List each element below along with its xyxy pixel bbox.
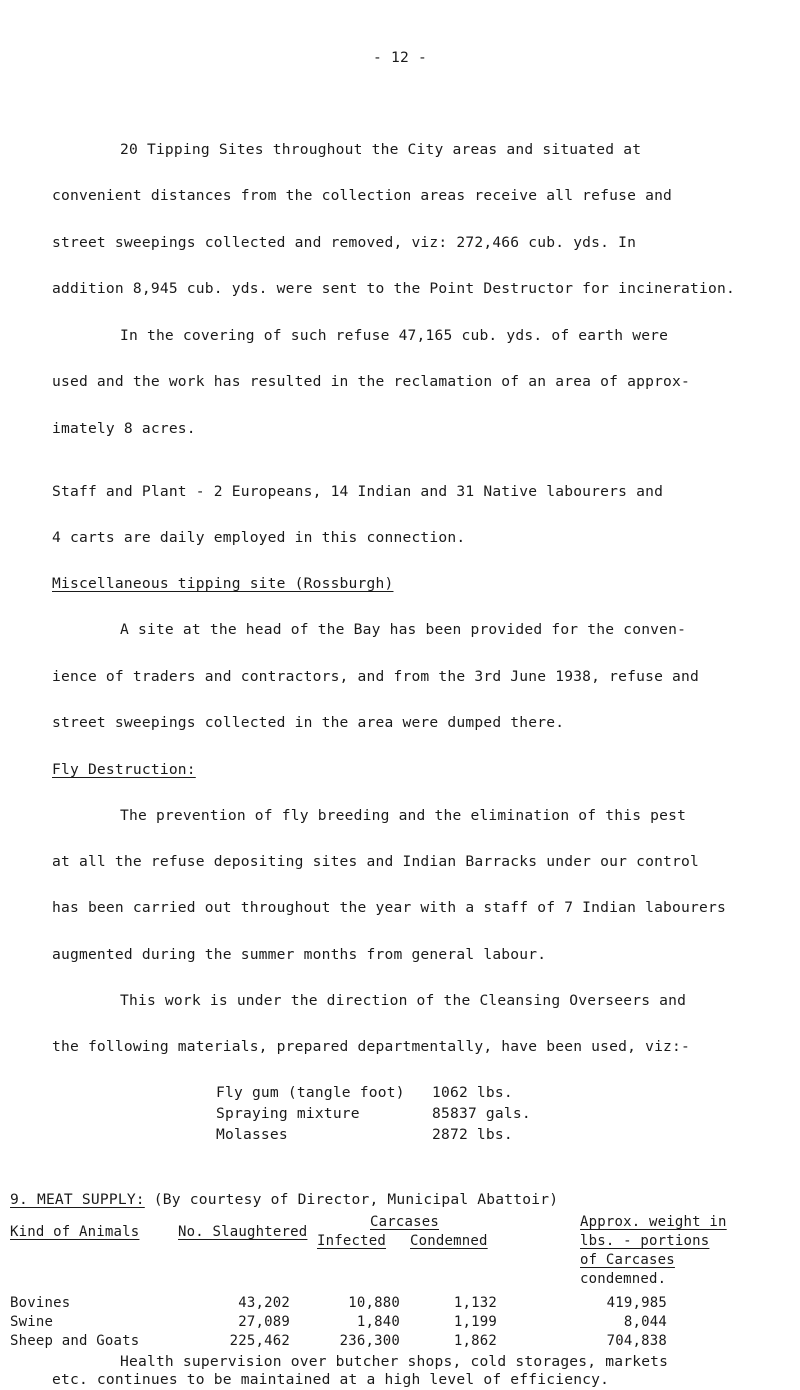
row-condemned: 1,862 [453,1333,497,1349]
col-header-infected: Infected [317,1233,387,1249]
row-kind: Sheep and Goats [10,1333,140,1349]
para1-line2: convenient distances from the collection areas receive all refuse and [52,187,673,204]
para5-line2: at all the refuse depositing sites and Indian Barracks under our control [52,853,700,870]
para5-line3: has been carried out throughout the year with a staff of 7 Indian labourers [52,899,726,916]
row-slaughtered: 225,462 [229,1333,290,1349]
para5-line4: augmented during the summer months from general labour. [52,946,547,963]
para5-line1: The prevention of fly breeding and the elimination of this pest [120,807,687,824]
material-name: Fly gum (tangle foot) [216,1084,405,1101]
col-header-condemned: Condemned [410,1233,488,1249]
meat-supply-credit: (By courtesy of Director, Municipal Abattoir) [153,1191,559,1208]
row-infected: 1,840 [356,1314,400,1330]
col-header-carcases: Carcases [370,1214,440,1230]
row-slaughtered: 27,089 [238,1314,290,1330]
col-header-weight-l3: of Carcases [580,1252,675,1268]
material-qty: 2872 lbs. [432,1126,513,1143]
material-qty: 1062 lbs. [432,1084,513,1101]
para7-line1: Health supervision over butcher shops, cold storages, markets [120,1353,669,1370]
para4-line3: street sweepings collected in the area were dumped there. [52,714,565,731]
para6-line1: This work is under the direction of the Cleansing Overseers and [120,992,687,1009]
para3-line2: 4 carts are daily employed in this connection. [52,529,466,546]
col-header-weight-l1: Approx. weight in [580,1214,727,1230]
page-number: - 12 - [373,49,427,66]
col-header-weight-l4: condemned. [580,1271,667,1287]
misc-tipping-heading: Miscellaneous tipping site (Rossburgh) [52,575,394,592]
row-kind: Swine [10,1314,54,1330]
para2-line2: used and the work has resulted in the reclamation of an area of approx- [52,373,691,390]
row-weight: 419,985 [606,1295,667,1311]
para4-line1: A site at the head of the Bay has been provided for the conven- [120,621,687,638]
material-qty: 85837 gals. [432,1105,531,1122]
para2-line3: imately 8 acres. [52,420,196,437]
row-kind: Bovines [10,1295,71,1311]
col-header-slaughtered: No. Slaughtered [178,1224,308,1240]
material-name: Molasses [216,1126,288,1143]
para4-line2: ience of traders and contractors, and from the 3rd June 1938, refuse and [52,668,700,685]
col-header-weight-l2: lbs. - portions [580,1233,710,1249]
row-weight: 704,838 [606,1333,667,1349]
row-infected: 236,300 [339,1333,400,1349]
row-infected: 10,880 [348,1295,400,1311]
para6-line2: the following materials, prepared departmentally, have been used, viz:- [52,1038,691,1055]
para2-line1: In the covering of such refuse 47,165 cub. yds. of earth were [120,327,669,344]
row-condemned: 1,132 [453,1295,497,1311]
col-header-kind: Kind of Animals [10,1224,140,1240]
para1-line1: 20 Tipping Sites throughout the City areas and situated at [120,141,642,158]
row-slaughtered: 43,202 [238,1295,290,1311]
para7-line2: etc. continues to be maintained at a high level of efficiency. [52,1371,610,1388]
fly-destruction-heading: Fly Destruction: [52,761,196,778]
para3-line1: Staff and Plant - 2 Europeans, 14 Indian and 31 Native labourers and [52,483,664,500]
para1-line4: addition 8,945 cub. yds. were sent to the Point Destructor for incineration. [52,280,735,297]
meat-supply-heading: 9. MEAT SUPPLY: [10,1191,145,1208]
row-condemned: 1,199 [453,1314,497,1330]
meat-supply-line [10,1190,558,1210]
para1-line3: street sweepings collected and removed, viz: 272,466 cub. yds. In [52,234,637,251]
row-weight: 8,044 [623,1314,667,1330]
material-name: Spraying mixture [216,1105,360,1122]
